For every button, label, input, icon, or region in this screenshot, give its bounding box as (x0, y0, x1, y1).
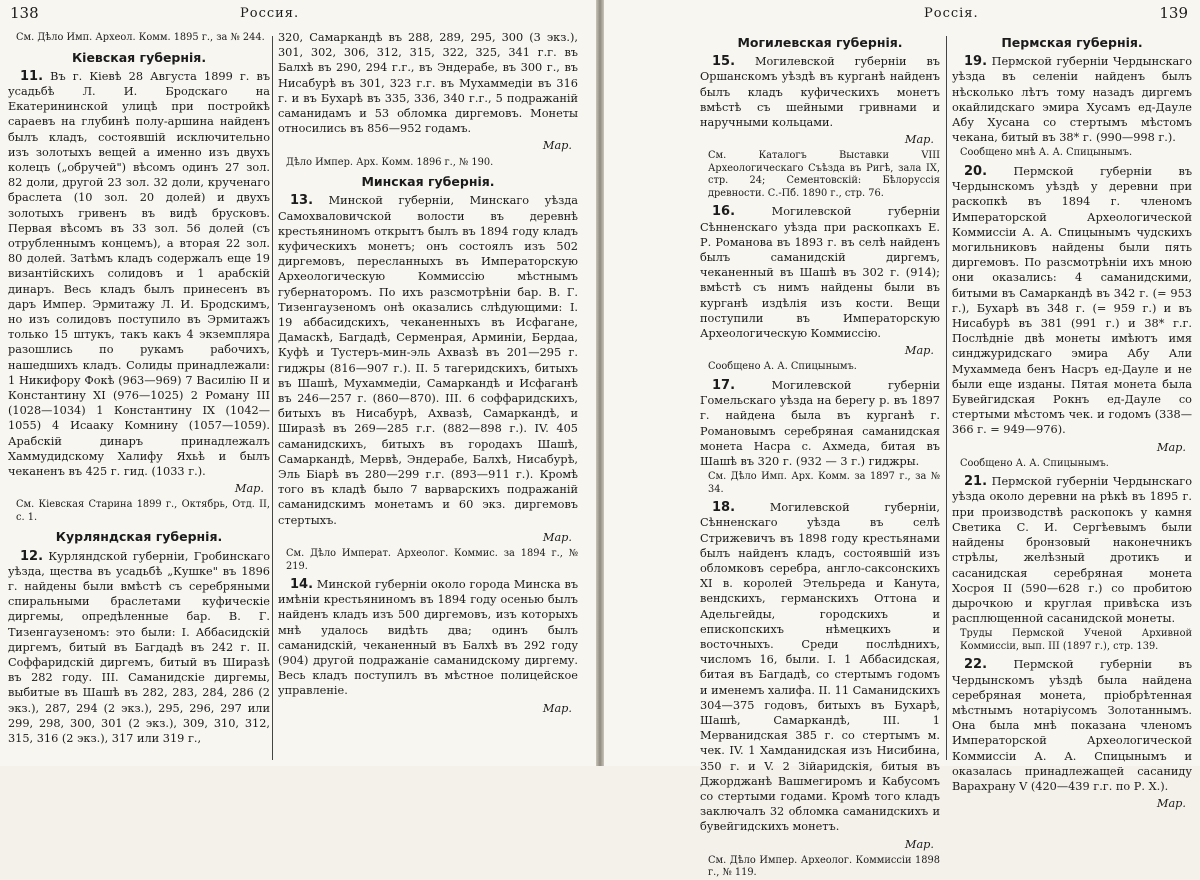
section-heading: Кіевская губернія. (71, 49, 207, 65)
source-citation: См. Каталогъ Выставки VIII Археологическаго Съѣзда въ Ригѣ, зала IX, стр. 24; Сементовскій: Бѣлоруссія древности. С.-Пб. 1890 г., стр. 76. (708, 150, 940, 199)
entry-paragraph (952, 54, 1192, 145)
running-head: Россия. (240, 6, 300, 21)
author-signature: Мар. (1156, 440, 1186, 454)
entry-text: Пермской губерніи Чердынскаго уѣзда около деревни на рѣкѣ въ 1895 г. при производствѣ раскопокъ у камня Светика С. И. Сергѣевымъ были найдены бронзовый наконечникъ стрѣлы, желѣзный дротикъ и сасанидская серебряная монета Хосроя II (590—628 г.) со пробитою дырочкою и круглая привѣска изъ расплющенной сасанидской монеты. (952, 475, 1192, 626)
entry-paragraph (700, 204, 940, 341)
book-gutter (596, 0, 604, 766)
entry-number: 21. (964, 474, 988, 490)
entry-text: Могилевской губерніи, Сѣнненскаго уѣзда въ селѣ Стрижевичъ въ 1898 году крестьянами былъ найденъ кладъ, состоявшій изъ обломковъ серебра, англо-саксонскихъ XI в. королей Этельреда и Канута, вендскихъ, германскихъ Оттона и Адельгейды, городскихъ и епископскихъ нѣмецкихъ и восточныхъ. Среди послѣднихъ, числомъ 16, были. I. 1 Аббасидская, битая въ Багдадѣ, со стертымъ годомъ и именемъ халифа. II. 11 Саманидскихъ 304—375 годовъ, битыхъ въ Бухарѣ, Шашѣ, Самаркандѣ, III. 1 Мерванидская 385 г. со стертымъ м. чек. IV. 1 Хамданидская изъ Нисибина, 350 г. и V. 2 Зійаридскія, битыя въ Джорджанѣ Вашмегиромъ и Кабусомъ со стертыми годами. Кромѣ того кладъ заключалъ 32 обломка саманидскихъ и бувейгидскихъ монетъ. (700, 501, 940, 834)
entry-paragraph (700, 378, 940, 469)
entry-paragraph (952, 474, 1192, 626)
author-signature: Мар. (234, 482, 264, 496)
continued-text: 320, Самаркандѣ въ 288, 289, 295, 300 (3 экз.), 301, 302, 306, 312, 315, 322, 325, 341 г.г. въ Балхѣ въ 290, 294 г.г., въ Эндерабе, въ 300 г., въ Нисабурѣ въ 301, 323 г.г. въ Мухаммедіи въ 316 г. и въ Бухарѣ въ 335, 336, 340 г.г., 5 подражаній саманидамъ и 53 обломка диргемовъ. Монеты относились въ 856—952 годамъ. (278, 31, 578, 136)
source-citation: См. Дѣло Имп. Арх. Комм. за 1897 г., за № 34. (708, 471, 940, 495)
entry-number: 14. (290, 577, 314, 592)
entry-number: 12. (20, 548, 44, 564)
section-heading: Могилевская губернія. (737, 35, 903, 50)
running-head: Россія. (924, 6, 979, 21)
author-signature: Мар. (542, 701, 572, 715)
left-page (0, 0, 596, 766)
page-number: 138 (10, 4, 39, 22)
entry-text: Могилевской губерніи Гомельскаго уѣзда на берегу р. въ 1897 г. найдена была въ курганѣ г. Романовымъ серебряная саманидская монета Насра с. Ахмеда, битая въ Шашѣ въ 320 г. (932 — 3 г.) гиджры. (700, 378, 940, 468)
entry-paragraph (952, 164, 1192, 438)
entry-number: 22. (964, 657, 988, 673)
entry-number: 19. (964, 54, 988, 70)
entry-paragraph (952, 657, 1192, 794)
entry-paragraph (8, 69, 270, 479)
entry-number: 18. (712, 500, 736, 516)
author-signature: Мар. (542, 139, 572, 153)
source-citation: Сообщено мнѣ А. А. Спицынымъ. (960, 147, 1133, 159)
source-citation: Дѣло Импер. Арх. Комм. 1896 г., № 190. (286, 156, 494, 168)
column-rule (946, 36, 947, 760)
entry-number: 16. (712, 204, 736, 220)
author-signature: Мар. (542, 530, 572, 544)
entry-text: Минской губерніи, Минскаго уѣзда Самохваловичской волости въ деревнѣ крестьяниномъ открытъ былъ въ 1894 году кладъ куфическихъ монетъ; онъ состоялъ изъ 502 диргемовъ, пересланныхъ въ Императорскую Археологическую Коммиссію мѣстнымъ губернаторомъ. По ихъ разсмотрѣніи бар. В. Г. Тизенгаузеномъ онѣ оказались слѣдующими: I. 19 аббасидскихъ, чеканенныхъ въ Исфагане, Дамаскѣ, Багдадѣ, Серменрая, Арминіи, Бердаа, Куфѣ и Тустеръ-мин-эль Ахвазѣ въ 201—295 г. гиджры (816—907 г.). II. 5 тагеридскихъ, битыхъ въ Шашѣ, Мухаммедіи, Самаркандѣ и Исфаганѣ въ 246—257 г. (860—870). III. 6 соффаридскихъ, битыхъ въ Нисабурѣ, Ахвазѣ, Самаркандѣ, и Ширазѣ въ 269—285 г.г. (882—898 г.). IV. 405 саманидскихъ, битыхъ въ городахъ Шашѣ, Самаркандѣ, Мервѣ, Эндерабе, Балхѣ, Нисабурѣ, Эль Біарѣ въ 280—299 г.г. (893—911 г.). Кромѣ того въ кладѣ было 7 варварскихъ подражаній саманидскимъ монетамъ и 60 экз. диргемовъ стертыхъ. (278, 194, 578, 527)
section-heading: Минская губернія. (361, 174, 495, 190)
entry-paragraph (278, 193, 578, 527)
column-rule (272, 36, 273, 760)
entry-text: Пермской губерніи въ Чердынскомъ уѣздѣ у деревни при раскопкѣ въ 1894 г. членомъ Императорской Археологической Коммиссіи А. А. Спицынымъ чудскихъ могильниковъ найдены были пять диргемовъ. По разсмотрѣніи ихъ мною они оказались: 4 саманидскими, битыми въ Самаркандѣ въ 342 г. (= 953 г.), Бухарѣ въ 348 г. (= 959 г.) и въ Нисабурѣ въ 381 (991 г.) и 38* г.г. Послѣдніе двѣ монеты имѣютъ имя синджуридскаго эмира Абу Али Мухаммеда бенъ Насръ ед-Дауле и не были еще изданы. Пятая монета была Бувейгидская Рокнъ ед-Дауле со стертыми мѣстомъ чек. и годомъ (338—366 г. = 949—976). (952, 164, 1193, 437)
entry-text: Курляндской губерніи, Гробинскаго уѣзда, щества въ усадьбѣ „Кушке" въ 1896 г. найдены были вмѣстѣ съ серебряными спиральными браслетами куфическіе диргемы, опредѣленные бар. В. Г. Тизенгаузеномъ: это были: I. Аббасидскій диргемъ, битый въ Багдадѣ въ 242 г. II. Соффаридскій диргемъ, битый въ Ширазѣ въ 282 году. III. Саманидскіе диргемы, выбитые въ Шашѣ въ 282, 283, 284, 286 (2 экз.), 287, 294 (2 экз.), 295, 296, 297 или 299, 298, 300, 301 (2 экз.), 309, 310, 312, 315, 316 (2 экз.), 317 или 319 г., (8, 549, 270, 746)
right-column-2 (952, 30, 1193, 811)
entry-paragraph (700, 54, 940, 130)
right-column-1 (700, 30, 940, 879)
source-citation: См. Дѣло Имп. Археол. Комм. 1895 г., за № 244. (16, 32, 265, 43)
author-signature: Мар. (904, 344, 934, 358)
entry-text: Минской губерніи около города Минска въ имѣніи крестьяниномъ въ 1894 году осенью былъ найденъ кладъ изъ 500 диргемовъ, изъ которыхъ мнѣ удалось видѣть два; одинъ былъ саманидскій, чеканенный въ Балхѣ въ 292 году (904) другой подражаніе саманидскому диргему. Весь кладъ поступилъ въ мѣстное полицейское управленіе. (278, 578, 579, 698)
entry-paragraph (8, 549, 270, 747)
page-number: 139 (1159, 4, 1188, 22)
author-signature: Мар. (1156, 797, 1186, 811)
source-citation: Сообщено А. А. Спицынымъ. (960, 457, 1109, 469)
entry-text: Пермской губерніи въ Чердынскомъ уѣздѣ была найдена серебряная монета, пріобрѣтенная мѣстнымъ нотаріусомъ Золотаннымъ. Она была мнѣ показана членомъ Императорской Археологической Коммиссіи А. А. Спицынымъ и оказалась принадлежащей сасаниду Варахрану V (420—439 г.г. по Р. Х.). (952, 658, 1193, 793)
entry-paragraph (700, 500, 940, 834)
entry-number: 13. (290, 193, 314, 209)
entry-text: Могилевской губерніи въ Оршанскомъ уѣздѣ въ курганѣ найденъ былъ кладъ куфическихъ монетъ вмѣстѣ съ шейными гривнами и наручными кольцами. (700, 55, 940, 130)
source-citation: См. Кіевская Старина 1899 г., Октябрь, Отд. II, с. 1. (16, 499, 270, 523)
entry-number: 11. (20, 68, 44, 84)
author-signature: Мар. (904, 837, 934, 851)
left-column-2 (278, 30, 578, 762)
entry-number: 15. (712, 54, 736, 70)
section-heading: Курляндская губернія. (55, 529, 223, 545)
entry-paragraph (278, 577, 578, 699)
author-signature: Мар. (904, 133, 934, 147)
entry-text: Пермской губерніи Чердынскаго уѣзда въ селеніи найденъ былъ нѣсколько лѣтъ тому назадъ диргемъ окайлидскаго эмира Хусамъ ед-Дауле Абу Хусана со стертымъ мѣстомъ чекана, битый въ 38* г. (990—998 г.). (952, 55, 1192, 145)
left-column-1 (8, 30, 270, 762)
source-citation: Труды Пермской Ученой Архивной Коммиссіи, вып. III (1897 г.), стр. 139. (960, 628, 1192, 652)
source-citation: См. Дѣло Императ. Археолог. Коммис. за 1894 г., № 219. (286, 548, 578, 572)
entry-number: 20. (964, 163, 988, 179)
source-citation: Сообщено А. А. Спицынымъ. (708, 361, 857, 373)
entry-number: 17. (712, 377, 736, 393)
section-heading: Пермская губернія. (1001, 35, 1143, 50)
right-page (604, 0, 1200, 879)
entry-text: Могилевской губерніи Сѣнненскаго уѣзда при раскопкахъ Е. Р. Романова въ 1893 г. въ селѣ найденъ былъ саманидскій диргемъ, чеканенный въ Шашѣ въ 302 г. (914); вмѣстѣ съ нимъ найдены были въ курганѣ издѣлія изъ кости. Вещи поступили въ Императорскую Археологическую Коммиссію. (700, 205, 940, 341)
entry-text: Въ г. Кіевѣ 28 Августа 1899 г. въ усадьбѣ Л. И. Бродскаго на Екатерининской улицѣ при постройкѣ сараевъ на глубинѣ полу-аршина найденъ былъ кладъ, состоявшій исключительно изъ золотыхъ вещей а именно изъ двухъ колецъ („обручей") вѣсомъ одинъ 27 зол. 82 доли, другой 23 зол. 32 доли, крученаго браслета (10 зол. 20 долей) и двухъ золотыхъ гривенъ въ видѣ брусковъ. Первая вѣсомъ въ 33 зол. 56 долей (съ отрубленнымъ концемъ), а вторая 22 зол. 80 долей. Затѣмъ кладъ содержалъ еще 19 византійскихъ солидовъ и 1 арабскій динаръ. Весь кладъ былъ принесенъ въ даръ Импер. Эрмитажу Л. И. Бродскимъ, но изъ солидовъ поступило въ Эрмитажъ только 15 штукъ, такъ какъ 4 экземпляра разошлись по рукамъ рабочихъ, нашедшихъ кладъ. Солиды принадлежали: 1 Никифору Фокѣ (963—969) 7 Василію II и Константину XI (976—1025) 2 Роману III (1028—1034) 1 Константину IX (1042—1055) 4 Исааку Комнину (1057—1059). Арабскій динаръ принадлежалъ Хаммудидскому Халифу Яхьѣ и былъ чеканенъ въ 425 г. гид. (1033 г.). (8, 69, 271, 478)
source-citation: См. Дѣло Импер. Археолог. Коммиссіи 1898 г., № 119. (708, 854, 940, 879)
